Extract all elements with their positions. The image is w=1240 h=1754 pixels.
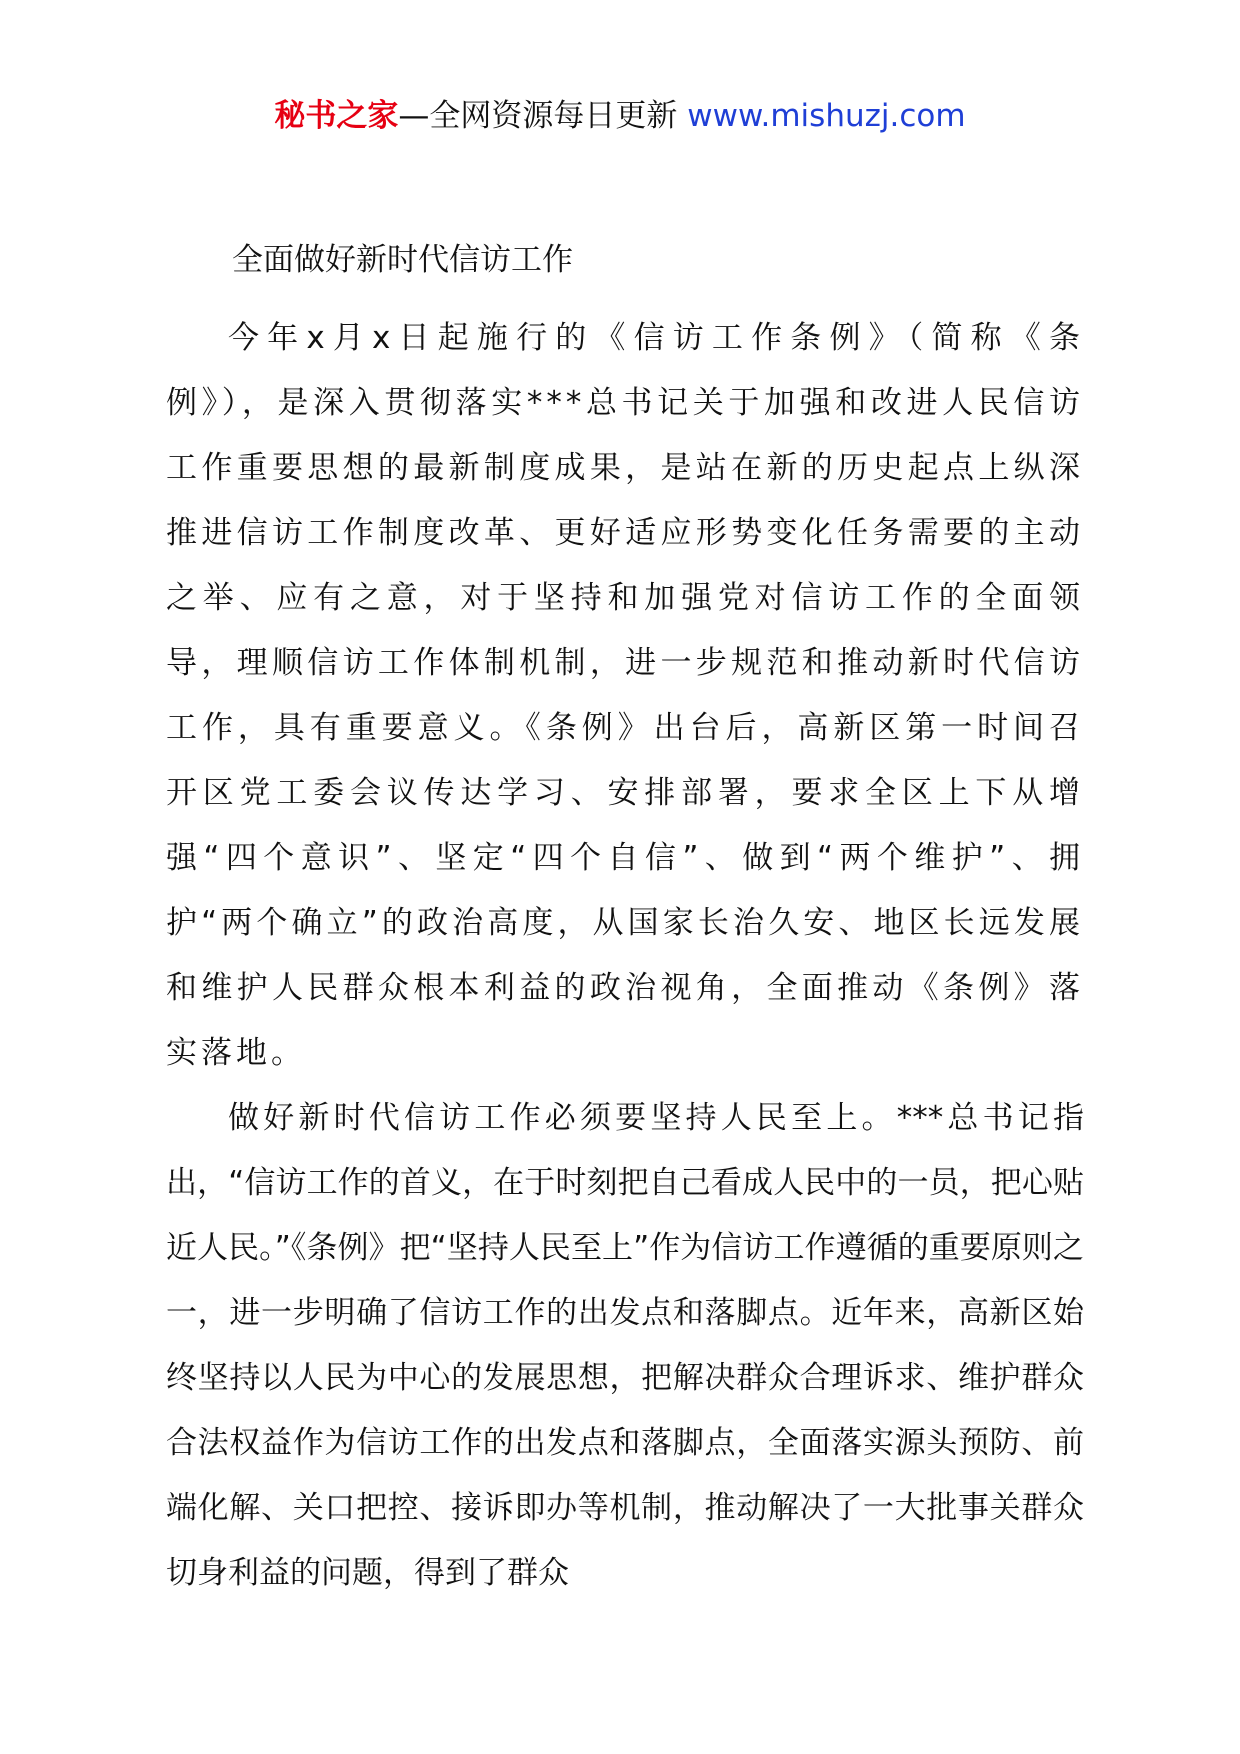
paragraph-1: 今年x月x日起施行的《信访工作条例》（简称《条例》），是深入贯彻落实***总书记关于加强和改进人民信访工作重要思想的最新制度成果，是站在新的历史起点上纵深推进信访工作制度改革、更好适应形势变化任务需要的主动之举、应有之意，对于坚持和加强党对信访工作的全面领导，理顺信访工作体制机制，进一步规范和推动新时代信访工作，具有重要意义。《条例》出台后，高新区第一时间召开区党工委会议传达学习、安排部署，要求全区上下从增强“四个意识”、坚定“四个自信”、做到“两个维护”、拥护“两个确立”的政治高度，从国家长治久安、地区长远发展和维护人民群众根本利益的政治视角，全面推动《条例》落实落地。 bbox=[166, 320, 1084, 1071]
site-brand: 秘书之家 bbox=[274, 98, 399, 134]
site-header bbox=[0, 96, 1240, 136]
paragraph-2: 做好新时代信访工作必须要坚持人民至上。***总书记指出，“信访工作的首义，在于时刻把自己看成人民中的一员，把心贴近人民。”《条例》把“坚持人民至上”作为信访工作遵循的重要原则之一，进一步明确了信访工作的出发点和落脚点。近年来，高新区始终坚持以人民为中心的发展思想，把解决群众合理诉求、维护群众合法权益作为信访工作的出发点和落脚点，全面落实源头预防、前端化解、关口把控、接诉即办等机制，推动解决了一大批事关群众切身利益的问题，得到了群众 bbox=[166, 1100, 1084, 1591]
site-url-link[interactable]: www.mishuzj.com bbox=[687, 98, 966, 134]
document-body bbox=[166, 306, 1084, 1606]
document-title: 全面做好新时代信访工作 bbox=[232, 242, 573, 278]
site-tagline: —全网资源每日更新 bbox=[398, 98, 678, 134]
